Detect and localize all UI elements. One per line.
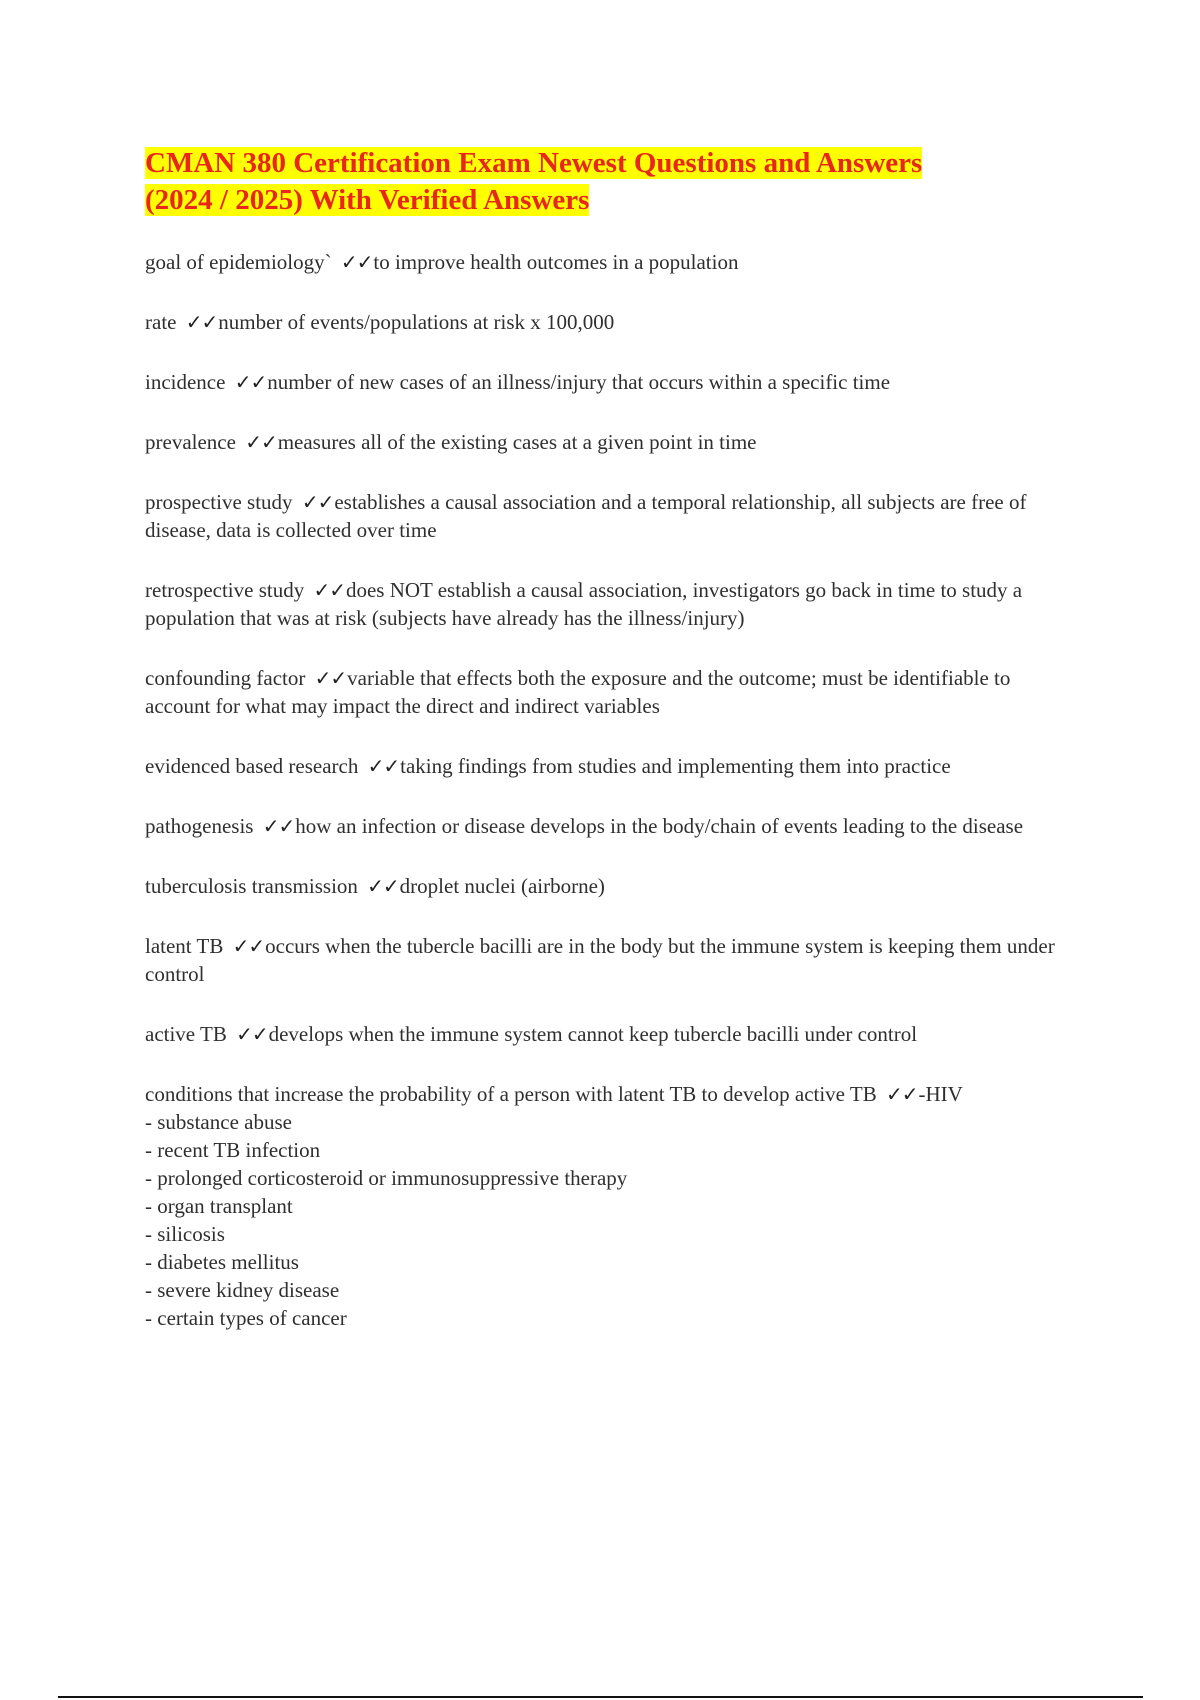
qa-entry-conditions xyxy=(145,1080,1075,1332)
qa-answer: occurs when the tubercle bacilli are in the body but the immune system is keeping them under control xyxy=(145,934,1055,986)
qa-answer: number of events/populations at risk x 100,000 xyxy=(218,310,615,334)
qa-answer: droplet nuclei (airborne) xyxy=(399,874,605,898)
double-check-icon: ✓✓ xyxy=(313,578,345,602)
document-title xyxy=(145,145,1055,219)
qa-answer: number of new cases of an illness/injury that occurs within a specific time xyxy=(267,370,891,394)
qa-entry xyxy=(145,308,1075,336)
double-check-icon: ✓✓ xyxy=(885,1082,918,1106)
qa-term: prospective study xyxy=(145,490,293,514)
qa-term: tuberculosis transmission xyxy=(145,874,358,898)
qa-answer: variable that effects both the exposure and the outcome; must be identifiable to account for what may impact the direct and indirect variables xyxy=(145,666,1011,718)
double-check-icon: ✓✓ xyxy=(262,814,295,838)
qa-answer: -HIV xyxy=(918,1082,963,1106)
double-check-icon: ✓✓ xyxy=(367,754,400,778)
list-item: - recent TB infection xyxy=(145,1138,321,1162)
qa-term: incidence xyxy=(145,370,226,394)
double-check-icon: ✓✓ xyxy=(236,1022,268,1046)
qa-answer: to improve health outcomes in a population xyxy=(373,250,739,274)
qa-entry xyxy=(145,576,1075,632)
list-item: - prolonged corticosteroid or immunosuppressive therapy xyxy=(145,1166,628,1190)
qa-answer: does NOT establish a causal association, investigators go back in time to study a population that was at risk (subjects have already has the illness/injury) xyxy=(145,578,1023,630)
qa-entry xyxy=(145,812,1075,840)
qa-entry xyxy=(145,428,1075,456)
qa-answer: taking findings from studies and implementing them into practice xyxy=(400,754,951,778)
footer-divider xyxy=(58,1696,1143,1698)
double-check-icon: ✓✓ xyxy=(367,874,399,898)
qa-term: prevalence xyxy=(145,430,236,454)
qa-entry xyxy=(145,488,1075,544)
qa-answer: develops when the immune system cannot keep tubercle bacilli under control xyxy=(268,1022,918,1046)
qa-term: confounding factor xyxy=(145,666,306,690)
double-check-icon: ✓✓ xyxy=(185,310,218,334)
qa-answer: establishes a causal association and a temporal relationship, all subjects are free of disease, data is collected over time xyxy=(145,490,1027,542)
qa-content xyxy=(145,248,1075,1364)
qa-entry xyxy=(145,664,1075,720)
qa-entry xyxy=(145,872,1075,900)
qa-term: retrospective study xyxy=(145,578,305,602)
list-item: - severe kidney disease xyxy=(145,1278,340,1302)
list-item: - silicosis xyxy=(145,1222,225,1246)
qa-entry xyxy=(145,368,1075,396)
qa-entry xyxy=(145,1020,1075,1048)
qa-term: pathogenesis xyxy=(145,814,254,838)
title-line-2: (2024 / 2025) With Verified Answers xyxy=(145,184,590,216)
qa-entry xyxy=(145,248,1075,276)
list-item: - substance abuse xyxy=(145,1110,292,1134)
double-check-icon: ✓✓ xyxy=(314,666,347,690)
qa-term: conditions that increase the probability of a person with latent TB to develop active TB xyxy=(145,1082,877,1106)
list-item: - diabetes mellitus xyxy=(145,1250,299,1274)
qa-term: latent TB xyxy=(145,934,224,958)
qa-entry xyxy=(145,752,1075,780)
qa-term: active TB xyxy=(145,1022,227,1046)
qa-answer: measures all of the existing cases at a given point in time xyxy=(277,430,757,454)
list-item: - certain types of cancer xyxy=(145,1306,347,1330)
qa-term: evidenced based research xyxy=(145,754,359,778)
double-check-icon: ✓✓ xyxy=(340,250,373,274)
qa-term: rate xyxy=(145,310,177,334)
qa-entry xyxy=(145,932,1075,988)
double-check-icon: ✓✓ xyxy=(232,934,265,958)
double-check-icon: ✓✓ xyxy=(234,370,267,394)
qa-answer: how an infection or disease develops in the body/chain of events leading to the disease xyxy=(295,814,1024,838)
title-block xyxy=(145,145,1055,219)
conditions-list xyxy=(145,1108,1075,1332)
list-item: - organ transplant xyxy=(145,1194,293,1218)
double-check-icon: ✓✓ xyxy=(301,490,334,514)
title-line-1: CMAN 380 Certification Exam Newest Questions and Answers xyxy=(145,147,923,179)
double-check-icon: ✓✓ xyxy=(245,430,277,454)
qa-term: goal of epidemiology` xyxy=(145,250,332,274)
